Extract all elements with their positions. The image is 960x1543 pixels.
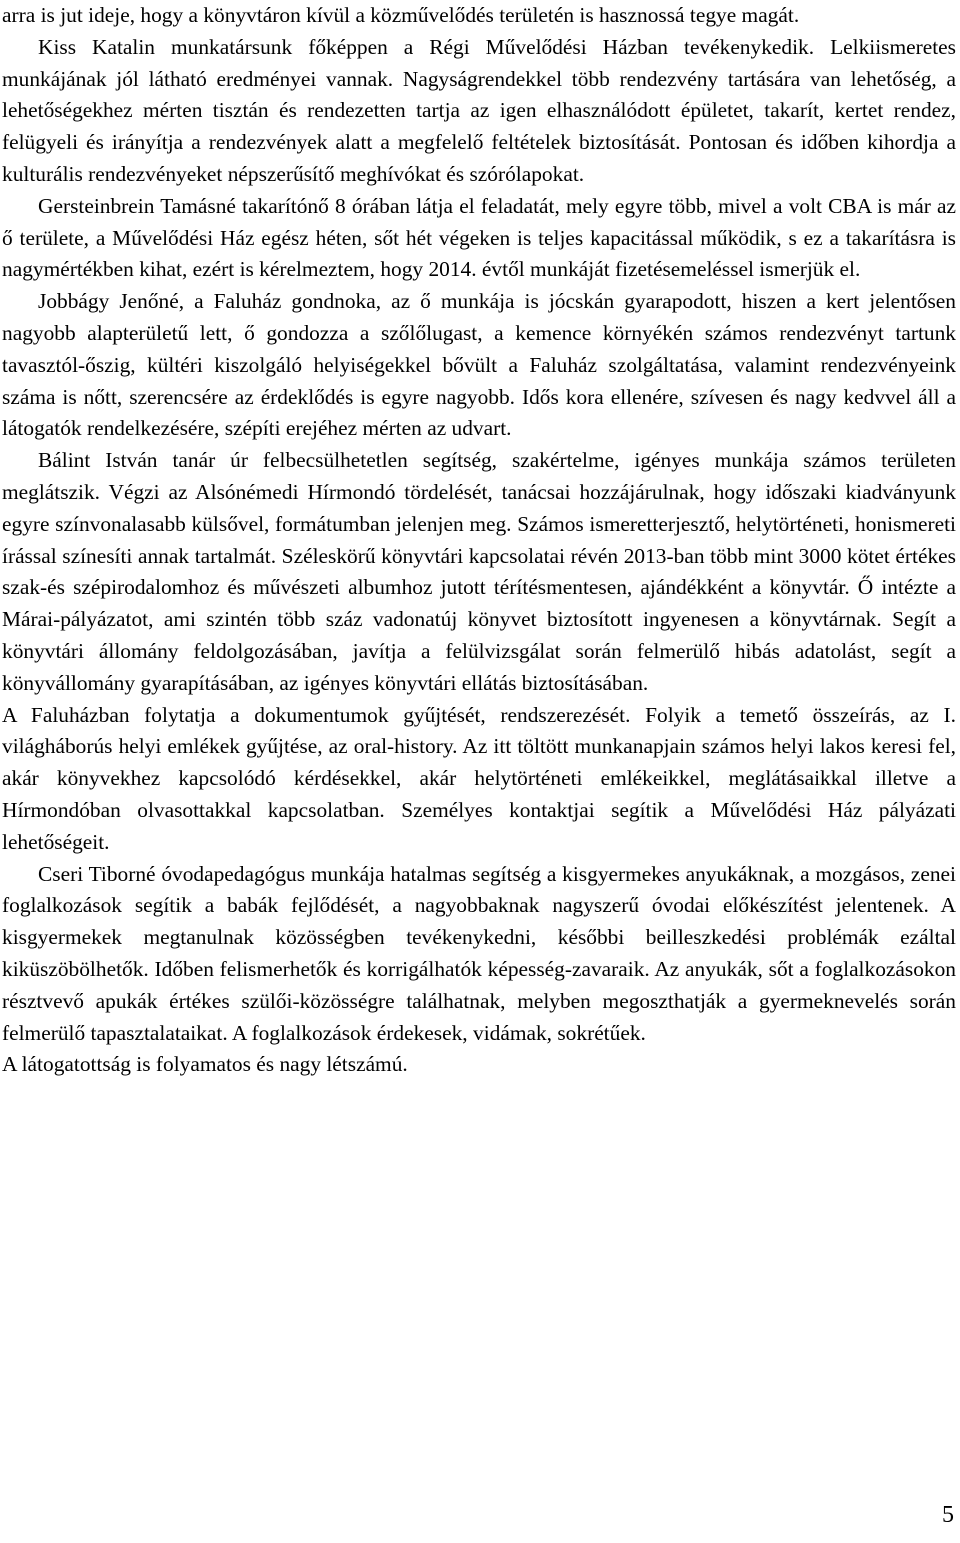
paragraph-cseri-tiborne: Cseri Tiborné óvodapedagógus munkája hatalmas segítség a kisgyermekes anyukáknak, a mozgásos, zenei foglalkozások segítik a babák fejlődését, a nagyobbaknak nagyszerű óvodai előkészítést jelentenek. A kisgyermekek megtanulnak közösségben tevékenykedni, későbbi beilleszkedési problémák ezáltal kiküszöbölhetők. Időben felismerhetők és korrigálhatók képesség-zavaraik. Az anyukák, sőt a foglalkozásokon résztvevő apukák értékes szülői-közösségre találhatnak, melyben megoszthatják a gyermeknevelés során felmerülő tapasztalataikat. A foglalkozások érdekesek, vidámak, sokrétűek. (2, 861, 956, 1045)
body-text (2, 0, 956, 1081)
paragraph-continuation: arra is jut ideje, hogy a könyvtáron kívül a közművelődés területén is hasznossá tegye magát. (2, 3, 800, 27)
paragraph-faluhaz: A Faluházban folytatja a dokumentumok gyűjtését, rendszerezését. Folyik a temető összeírás, az I. világháborús helyi emlékek gyűjtése, az oral-history. Az itt töltött munkanapjain számos helyi lakos keresi fel, akár könyvekhez kapcsolódó kérdésekkel, akár helytörténeti emlékeikkel, meglátásaikkal illetve a Hírmondóban olvasottakkal kapcsolatban. Személyes kontaktjai segítik a Művelődési Ház pályázati lehetőségeit. (2, 702, 956, 854)
paragraph-balint-istvan: Bálint István tanár úr felbecsülhetetlen segítség, szakértelme, igényes munkája számos területen meglátszik. Végzi az Alsónémedi Hírmondó tördelését, tanácsai hozzájárulnak, hogy időszaki kiadványunk egyre színvonalasabb külsővel, formátumban jelenjen meg. Számos ismeretterjesztő, helytörténeti, honismereti írással színesíti annak tartalmát. Széleskörű könyvtári kapcsolatai révén 2013-ban több mint 3000 kötet értékes szak-és szépirodalomhoz és művészeti albumhoz jutott térítésmentesen, ajándékként a könyvtár. Ő intézte a Márai-pályázatot, ami szintén több száz vadonatúj könyvet biztosított ingyenesen a könyvtárnak. Segít a könyvtári állomány feldolgozásában, javítja a felülvizsgálat során felmerülő hibás adatolást, segít a könyvállomány gyarapításában, az igényes könyvtári ellátás biztosításában. (2, 448, 956, 695)
paragraph-jobbagy: Jobbágy Jenőné, a Faluház gondnoka, az ő munkája is jócskán gyarapodott, hiszen a kert jelentősen nagyobb alapterületű lett, ő gondozza a szőlőlugast, a kemence környékén számos rendezvényt tartunk tavasztól-őszig, kültéri kiszolgáló helyiségekkel bővült a Faluház szolgáltatása, valamint rendezvényeink száma is nőtt, szerencsére az érdeklődés is egyre nagyobb. Idős kora ellenére, szívesen és nagy kedvvel áll a látogatók rendelkezésére, szépíti erejéhez mérten az udvart. (2, 289, 956, 441)
paragraph-kiss-katalin: Kiss Katalin munkatársunk főképpen a Régi Művelődési Házban tevékenykedik. Lelkiismeretes munkájának jól látható eredményei vannak. Nagyságrendekkel több rendezvény tartására van lehetőség, a lehetőségekhez mérten tisztán és rendezetten tartja az igen elhasználódott épületet, takarít, kertet rendez, felügyeli és irányítja a rendezvények alatt a megfelelő feltételek biztosítását. Pontosan és időben kihordja a kulturális rendezvényeket népszerűsítő meghívókat és szórólapokat. (2, 34, 956, 186)
paragraph-latogatottsag: A látogatottság is folyamatos és nagy létszámú. (2, 1052, 408, 1077)
paragraph-gersteinbrein: Gersteinbrein Tamásné takarítónő 8 órában látja el feladatát, mely egyre több, mivel a volt CBA is már az ő területe, a Művelődési Ház egész héten, sőt hét végeken is teljes kapacitással működik, s ez a takarításra is nagymértékben kihat, ezért is kérelmeztem, hogy 2014. évtől munkáját fizetésemeléssel ismerjük el. (2, 193, 956, 282)
page-number: 5 (942, 1502, 954, 1528)
